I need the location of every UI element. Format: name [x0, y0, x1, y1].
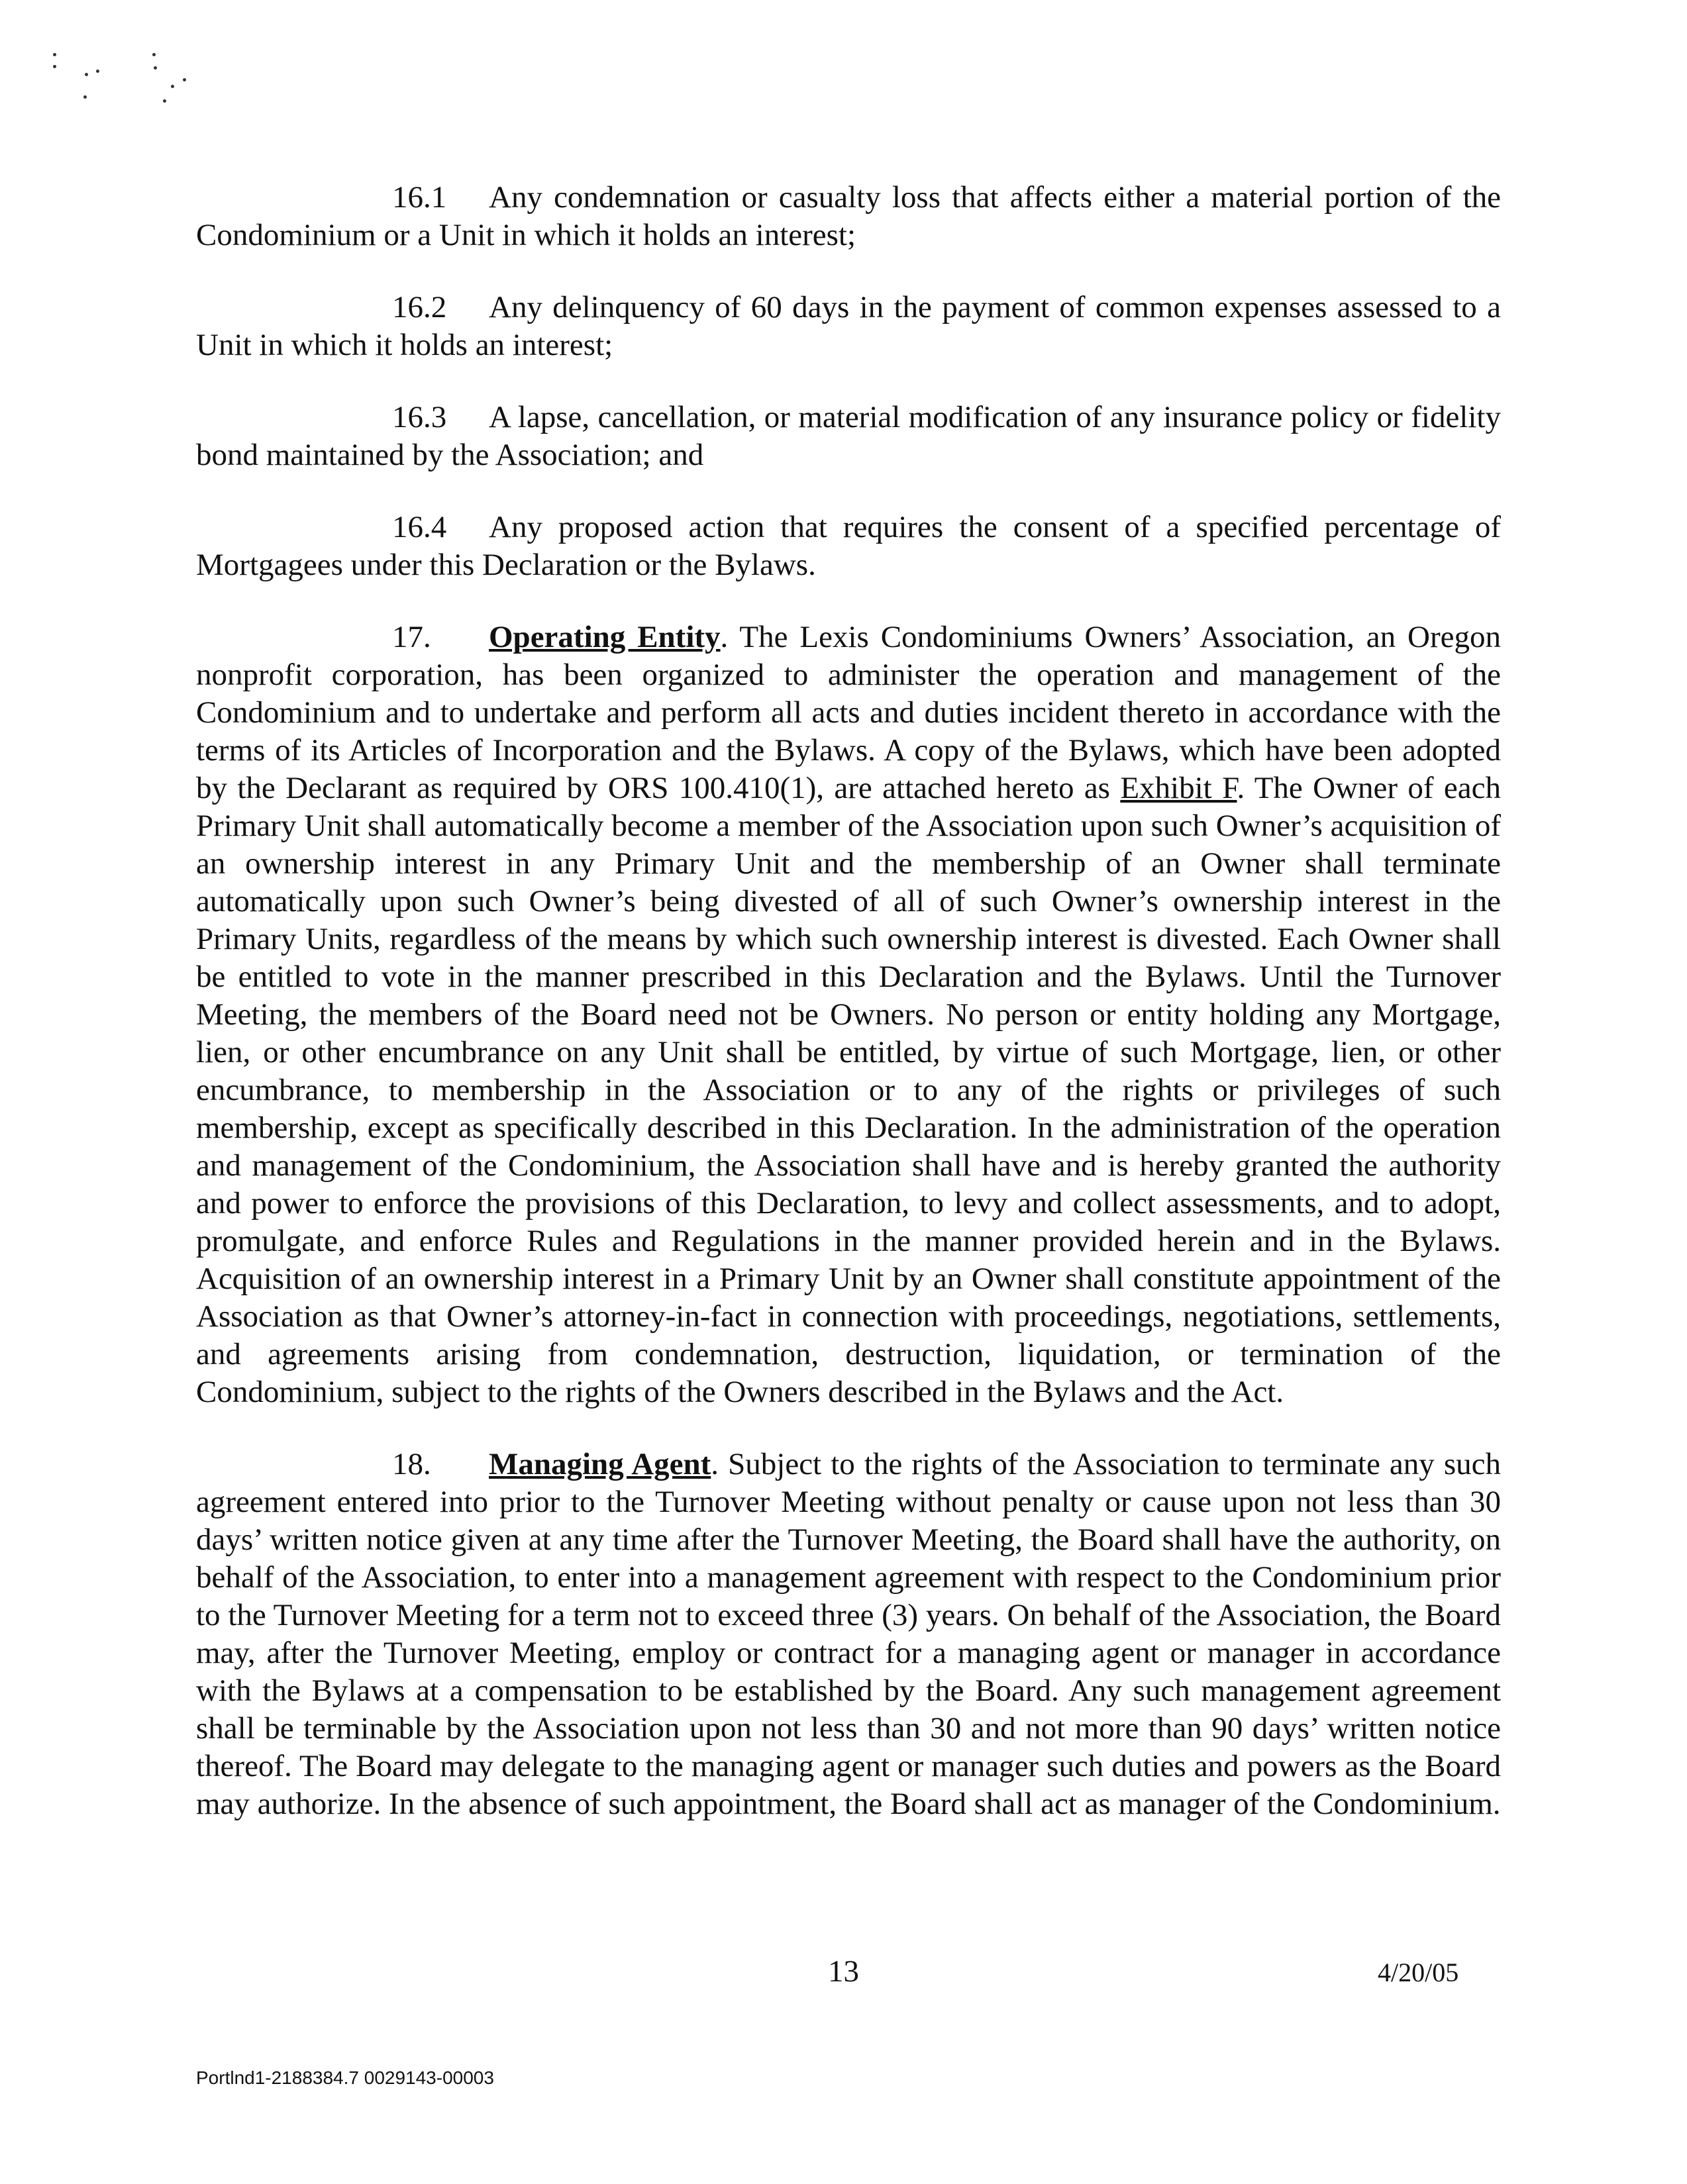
subsection-text: A lapse, cancellation, or material modification of any insurance policy or fidelity bond maintained by the Association; and [196, 400, 1501, 472]
scan-speck [53, 65, 56, 68]
document-id: Portlnd1-2188384.7 0029143-00003 [196, 2067, 494, 2088]
section-heading: Operating Entity [489, 620, 721, 654]
subsection-16-4 [196, 509, 1501, 584]
scan-speck [85, 73, 88, 76]
scan-speck [154, 66, 157, 70]
exhibit-reference: Exhibit F [1120, 771, 1237, 805]
section-number: 18. [392, 1447, 431, 1481]
scan-speck [83, 95, 87, 99]
section-number: 17. [392, 620, 431, 654]
section-text: . Subject to the rights of the Association to terminate any such agreement entered into prior to the Turnover Meeting without penalty or cause upon not less than 30 days’ written notice given at any time after the Turnover Meeting, the Board shall have the authority, on behalf of the Association, to enter into a management agreement with respect to the Condominium prior to the Turnover Meeting for a term not to exceed three (3) years. On behalf of the Association, the Board may, after the Turnover Meeting, employ or contract for a managing agent or manager in accordance with the Bylaws at a compensation to be established by the Board. Any such management agreement shall be terminable by the Association upon not less than 30 and not more than 90 days’ written notice thereof. The Board may delegate to the managing agent or manager such duties and powers as the Board may authorize. In the absence of such appointment, the Board shall act as manager of the Condominium. [196, 1447, 1501, 1821]
scan-specks [46, 40, 205, 119]
subsection-text: Any proposed action that requires the consent of a specified percentage of Mortgagees under this Declaration or the Bylaws. [196, 510, 1501, 582]
section-18-managing-agent [196, 1446, 1501, 1823]
subsection-number: 16.2 [392, 290, 447, 324]
subsection-text: Any delinquency of 60 days in the payment of common expenses assessed to a Unit in which it holds an interest; [196, 290, 1501, 362]
subsection-number: 16.4 [392, 510, 447, 544]
scan-speck [53, 53, 56, 56]
scan-speck [152, 53, 156, 56]
section-17-operating-entity [196, 619, 1501, 1411]
section-text-continued: . The Owner of each Primary Unit shall automatically become a member of the Association upon such Owner’s acquisition of an ownership interest in any Primary Unit and the membership of an Owner shall terminate automatically upon such Owner’s being divested of all of such Owner’s ownership interest in the Primary Units, regardless of the means by which such ownership interest is divested. Each Owner shall be entitled to vote in the manner prescribed in this Declaration and the Bylaws. Until the Turnover Meeting, the members of the Board need not be Owners. No person or entity holding any Mortgage, lien, or other encumbrance on any Unit shall be entitled, by virtue of such Mortgage, lien, or other encumbrance, to membership in the Association or to any of the rights or privileges of such membership, except as specifically described in this Declaration. In the administration of the operation and management of the Condominium, the Association shall have and is hereby granted the authority and power to enforce the provisions of this Declaration, to levy and collect assessments, and to adopt, promulgate, and enforce Rules and Regulations in the manner provided herein and in the Bylaws. Acquisition of an ownership interest in a Primary Unit by an Owner shall constitute appointment of the Association as that Owner’s attorney-in-fact in connection with proceedings, negotiations, settlements, and agreements arising from condemnation, destruction, liquidation, or termination of the Condominium, subject to the rights of the Owners described in the Bylaws and the Act. [196, 771, 1501, 1409]
page-number: 13 [828, 1954, 859, 1989]
scan-speck [163, 99, 166, 103]
section-text: . The Lexis Condominiums Owners’ Association, an Oregon nonprofit corporation, has been organized to administer the operation and management of the Condominium and to undertake and perform all acts and duties incident thereto in accordance with the terms of its Articles of Incorporation and the Bylaws. A copy of the Bylaws, which have been adopted by the Declarant as required by ORS 100.410(1), are attached hereto as [196, 620, 1501, 805]
document-body [196, 179, 1501, 1858]
scan-speck [96, 70, 99, 73]
subsection-16-3 [196, 399, 1501, 474]
subsection-number: 16.3 [392, 400, 447, 434]
revision-date: 4/20/05 [1378, 1958, 1459, 1987]
subsection-number: 16.1 [392, 180, 447, 215]
scan-speck [171, 85, 174, 88]
subsection-16-1 [196, 179, 1501, 254]
subsection-16-2 [196, 289, 1501, 364]
section-heading: Managing Agent [489, 1447, 711, 1481]
subsection-text: Any condemnation or casualty loss that affects either a material portion of the Condominium or a Unit in which it holds an interest; [196, 180, 1501, 252]
scan-speck [183, 78, 186, 81]
